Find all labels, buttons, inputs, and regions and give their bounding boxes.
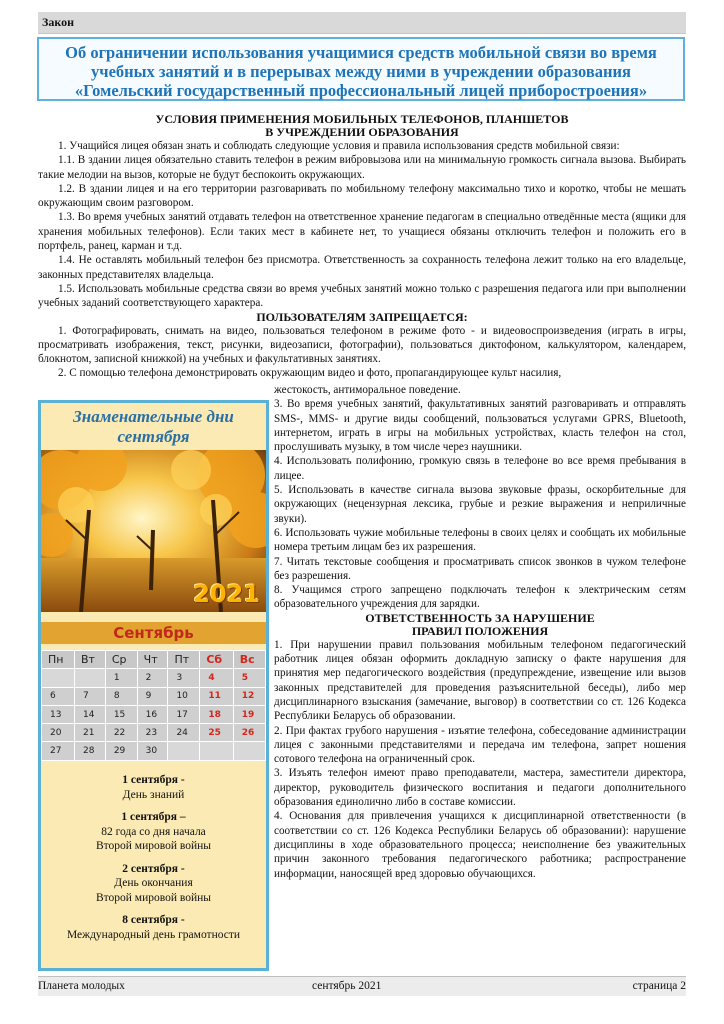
paragraph: 2. С помощью телефона демонстрировать окружающим видео и фото, пропагандирующее культ насилия, (58, 367, 562, 380)
paragraph: 1. При нарушении правил пользования мобильным телефоном педагогический работник лицея обязан оформить докладную записку о факте нарушения для принятия мер педагогического воздействия (предупреждение, извещение или вызов законных представителей для проведения разъяснительной беседы), либо мер дисциплинарного взыскания (замечание, выговор) в соответствии со ст. 126 Кодекса Республики Беларусь об образовании. (274, 638, 686, 723)
calendar-day: 10 (168, 687, 200, 705)
calendar-day: 13 (42, 705, 75, 723)
calendar-day: 6 (42, 687, 75, 705)
calendar-day: 9 (137, 687, 168, 705)
sidebar-title-line: Знаменательные дни (73, 407, 234, 426)
paragraph: 5. Использовать в качестве сигнала вызова звуковые фразы, оскорбительные для окружающих (нецензурная лексика, грубые и резкие выражения и неприличные звуки). (274, 484, 686, 525)
calendar-day (75, 669, 106, 687)
conditions-heading: В УЧРЕЖДЕНИИ ОБРАЗОВАНИЯ (265, 125, 459, 139)
calendar-day: 15 (105, 705, 137, 723)
weekday-label: Ср (105, 651, 137, 669)
event-description: Второй мировой войны (95, 840, 212, 852)
paragraph: 7. Читать текстовые сообщения и просматривать список звонков в чужом телефоне без разрешения. (274, 555, 686, 582)
calendar-day: 27 (42, 742, 75, 760)
event-item (41, 862, 266, 906)
calendar-day: 3 (168, 669, 200, 687)
event-description: Второй мировой войны (95, 891, 212, 904)
paragraph: 3. Изъять телефон имеют право преподаватели, мастера, заместители директора, директор, руководитель физического воспитания и педагоги дополнительного образования единолично либо в составе комиссии. (274, 767, 686, 809)
calendar-day: 16 (137, 705, 168, 723)
calendar-day: 2 (137, 669, 168, 687)
sidebar-title-line: сентября (117, 427, 190, 446)
paragraph: 1. Учащийся лицея обязан знать и соблюдать следующие условия и правила использования средств мобильной связи: (58, 140, 620, 152)
calendar-day: 19 (233, 705, 265, 723)
calendar-day: 11 (200, 687, 233, 705)
calendar-day (233, 742, 265, 760)
footer-publication: Планета молодых (38, 980, 125, 992)
calendar-day: 5 (233, 669, 265, 687)
right-column (274, 383, 686, 881)
weekday-label: Пт (168, 651, 200, 669)
paragraph: 2. При фактах грубого нарушения - изъятие телефона, собеседование администрации лицея с законными представителями и передача им телефона, запрет ношения сотового телефона на ограниченный срок. (274, 724, 686, 766)
event-description: День знаний (122, 788, 185, 801)
calendar-day: 7 (75, 687, 106, 705)
calendar-day: 18 (200, 705, 233, 723)
year-label: 2021 (193, 580, 260, 608)
conditions-section (38, 113, 686, 381)
calendar-day: 29 (105, 742, 137, 760)
sidebar-title (41, 407, 266, 447)
paragraph: 1.5. Использовать мобильные средства связи во время учебных занятий можно только с разрешения педагога или при выполнении учебных заданий соответствующего характера. (38, 282, 686, 310)
section-header (38, 12, 686, 34)
title-line: учебных занятий и в перерывах между ними в учреждении образования (91, 62, 631, 81)
event-date: 1 сентября - (122, 774, 185, 786)
calendar-week (42, 724, 266, 742)
page-footer (38, 976, 686, 996)
calendar-day: 21 (75, 724, 106, 742)
month-header (41, 622, 266, 644)
calendar-day: 1 (105, 669, 137, 687)
event-date: 1 сентября – (121, 811, 186, 823)
event-date: 8 сентября - (122, 914, 185, 926)
calendar-day: 30 (137, 742, 168, 760)
calendar-day (42, 669, 75, 687)
paragraph: 3. Во время учебных занятий, факультативных занятий разговаривать и отправлять SMS-, MMS- и другие виды сообщений, пользоваться услугами GPRS, Bluetooth, интернетом, играть в игры на мобильных устройствах, класть телефон на стол, прослушивать музыку, в том числе через наушники. (274, 398, 686, 454)
title-line: «Гомельский государственный профессиональный лицей приборостроения» (74, 81, 648, 100)
calendar-day: 14 (75, 705, 106, 723)
event-description: 82 года со дня начала (101, 825, 206, 838)
footer-date: сентябрь 2021 (312, 980, 382, 992)
conditions-heading: УСЛОВИЯ ПРИМЕНЕНИЯ МОБИЛЬНЫХ ТЕЛЕФОНОВ, ПЛАНШЕТОВ (155, 112, 569, 126)
calendar-day: 28 (75, 742, 106, 760)
weekday-label: Вт (75, 651, 106, 669)
calendar-day: 17 (168, 705, 200, 723)
weekday-label: Вс (233, 651, 265, 669)
paragraph: 1. Фотографировать, снимать на видео, пользоваться телефоном в режиме фото - и видеовоспроизведения (играть в игры, просматривать изображения, текст, рисунки, видеозаписи, фотографии), пользоваться диктофоном, калькулятором, календарем, блокнотом, записной книжкой) на учебных и факультативных занятиях. (38, 324, 686, 366)
calendar-day: 23 (137, 724, 168, 742)
calendar-sidebar (38, 400, 269, 971)
event-date: 2 сентября - (122, 862, 185, 875)
section-label: Закон (42, 15, 75, 29)
calendar-day: 25 (200, 724, 233, 742)
events-list (41, 773, 266, 950)
event-item (41, 810, 266, 854)
event-description: Международный день грамотности (66, 928, 241, 941)
weekday-label: Чт (137, 651, 168, 669)
month-label: Сентябрь (113, 624, 194, 642)
calendar-week (42, 687, 266, 705)
calendar-grid (41, 650, 266, 761)
calendar-day (200, 742, 233, 760)
responsibility-heading: ПРАВИЛ ПОЛОЖЕНИЯ (411, 623, 549, 638)
title-line: Об ограничении использования учащимися средств мобильной связи во время (65, 43, 657, 62)
autumn-photo (41, 450, 266, 612)
calendar-week (42, 742, 266, 760)
paragraph: 4. Использовать полифонию, громкую связь в телефоне во все время пребывания в лицее. (274, 455, 686, 482)
weekday-label: Пн (42, 651, 75, 669)
calendar-week (42, 669, 266, 687)
event-description: День окончания (114, 877, 193, 889)
calendar-day: 4 (200, 669, 233, 687)
paragraph: 1.1. В здании лицея обязательно ставить телефон в режим вибровызова или на минимальную громкость сигнала вызова. Выбирать такие мелодии на вызов, которые не будут беспокоить окружающих. (38, 154, 686, 181)
calendar-weekdays (42, 651, 266, 669)
calendar-day: 22 (105, 724, 137, 742)
calendar-day (168, 742, 200, 760)
event-item (41, 773, 266, 802)
calendar-day: 24 (168, 724, 200, 742)
footer-page-number: страница 2 (632, 980, 686, 992)
paragraph: 6. Использовать чужие мобильные телефоны в своих целях и сообщать их мобильные номера третьим лицам без их разрешения. (274, 526, 686, 554)
calendar-day: 8 (105, 687, 137, 705)
paragraph: 1.3. Во время учебных занятий отдавать телефон на ответственное хранение педагогам в специально отведённые места (ящики для хранения мобильных телефонов). Если таких мест в кабинете нет, то учащиеся обязаны отключить телефон и положить его в портфель, ранец, карман и т.д. (38, 211, 686, 253)
article-title (37, 37, 685, 101)
calendar-day: 12 (233, 687, 265, 705)
paragraph: 4. Основания для привлечения учащихся к дисциплинарной ответственности (в соответствии со ст. 126 Кодекса Республики Беларусь об образовании): нарушение дисциплины в ходе образовательного процесса; неисполнение без уважительных причин законного требования педагогического работника; распространение информации, наносящей вред здоровью обучающихся. (274, 810, 686, 880)
calendar-day: 20 (42, 724, 75, 742)
paragraph: 1.4. Не оставлять мобильный телефон без присмотра. Ответственность за сохранность телефона лежит только на его владельце, законных представителях владельца. (38, 254, 686, 281)
paragraph: 1.2. В здании лицея и на его территории разговаривать по мобильному телефону максимально тихо и коротко, чтобы не мешать окружающим своим разговором. (38, 182, 686, 210)
responsibility-heading: ОТВЕТСТВЕННОСТЬ ЗА НАРУШЕНИЕ (365, 610, 595, 625)
paragraph: жестокость, антиморальное поведение. (274, 384, 461, 396)
prohibited-heading: ПОЛЬЗОВАТЕЛЯМ ЗАПРЕЩАЕТСЯ: (256, 309, 468, 324)
event-item (41, 913, 266, 942)
weekday-label: Сб (200, 651, 233, 669)
calendar-week (42, 705, 266, 723)
calendar-day: 26 (233, 724, 265, 742)
paragraph: 8. Учащимся строго запрещено подключать телефон к электрическим сетям образовательного учреждения для зарядки. (274, 584, 686, 611)
